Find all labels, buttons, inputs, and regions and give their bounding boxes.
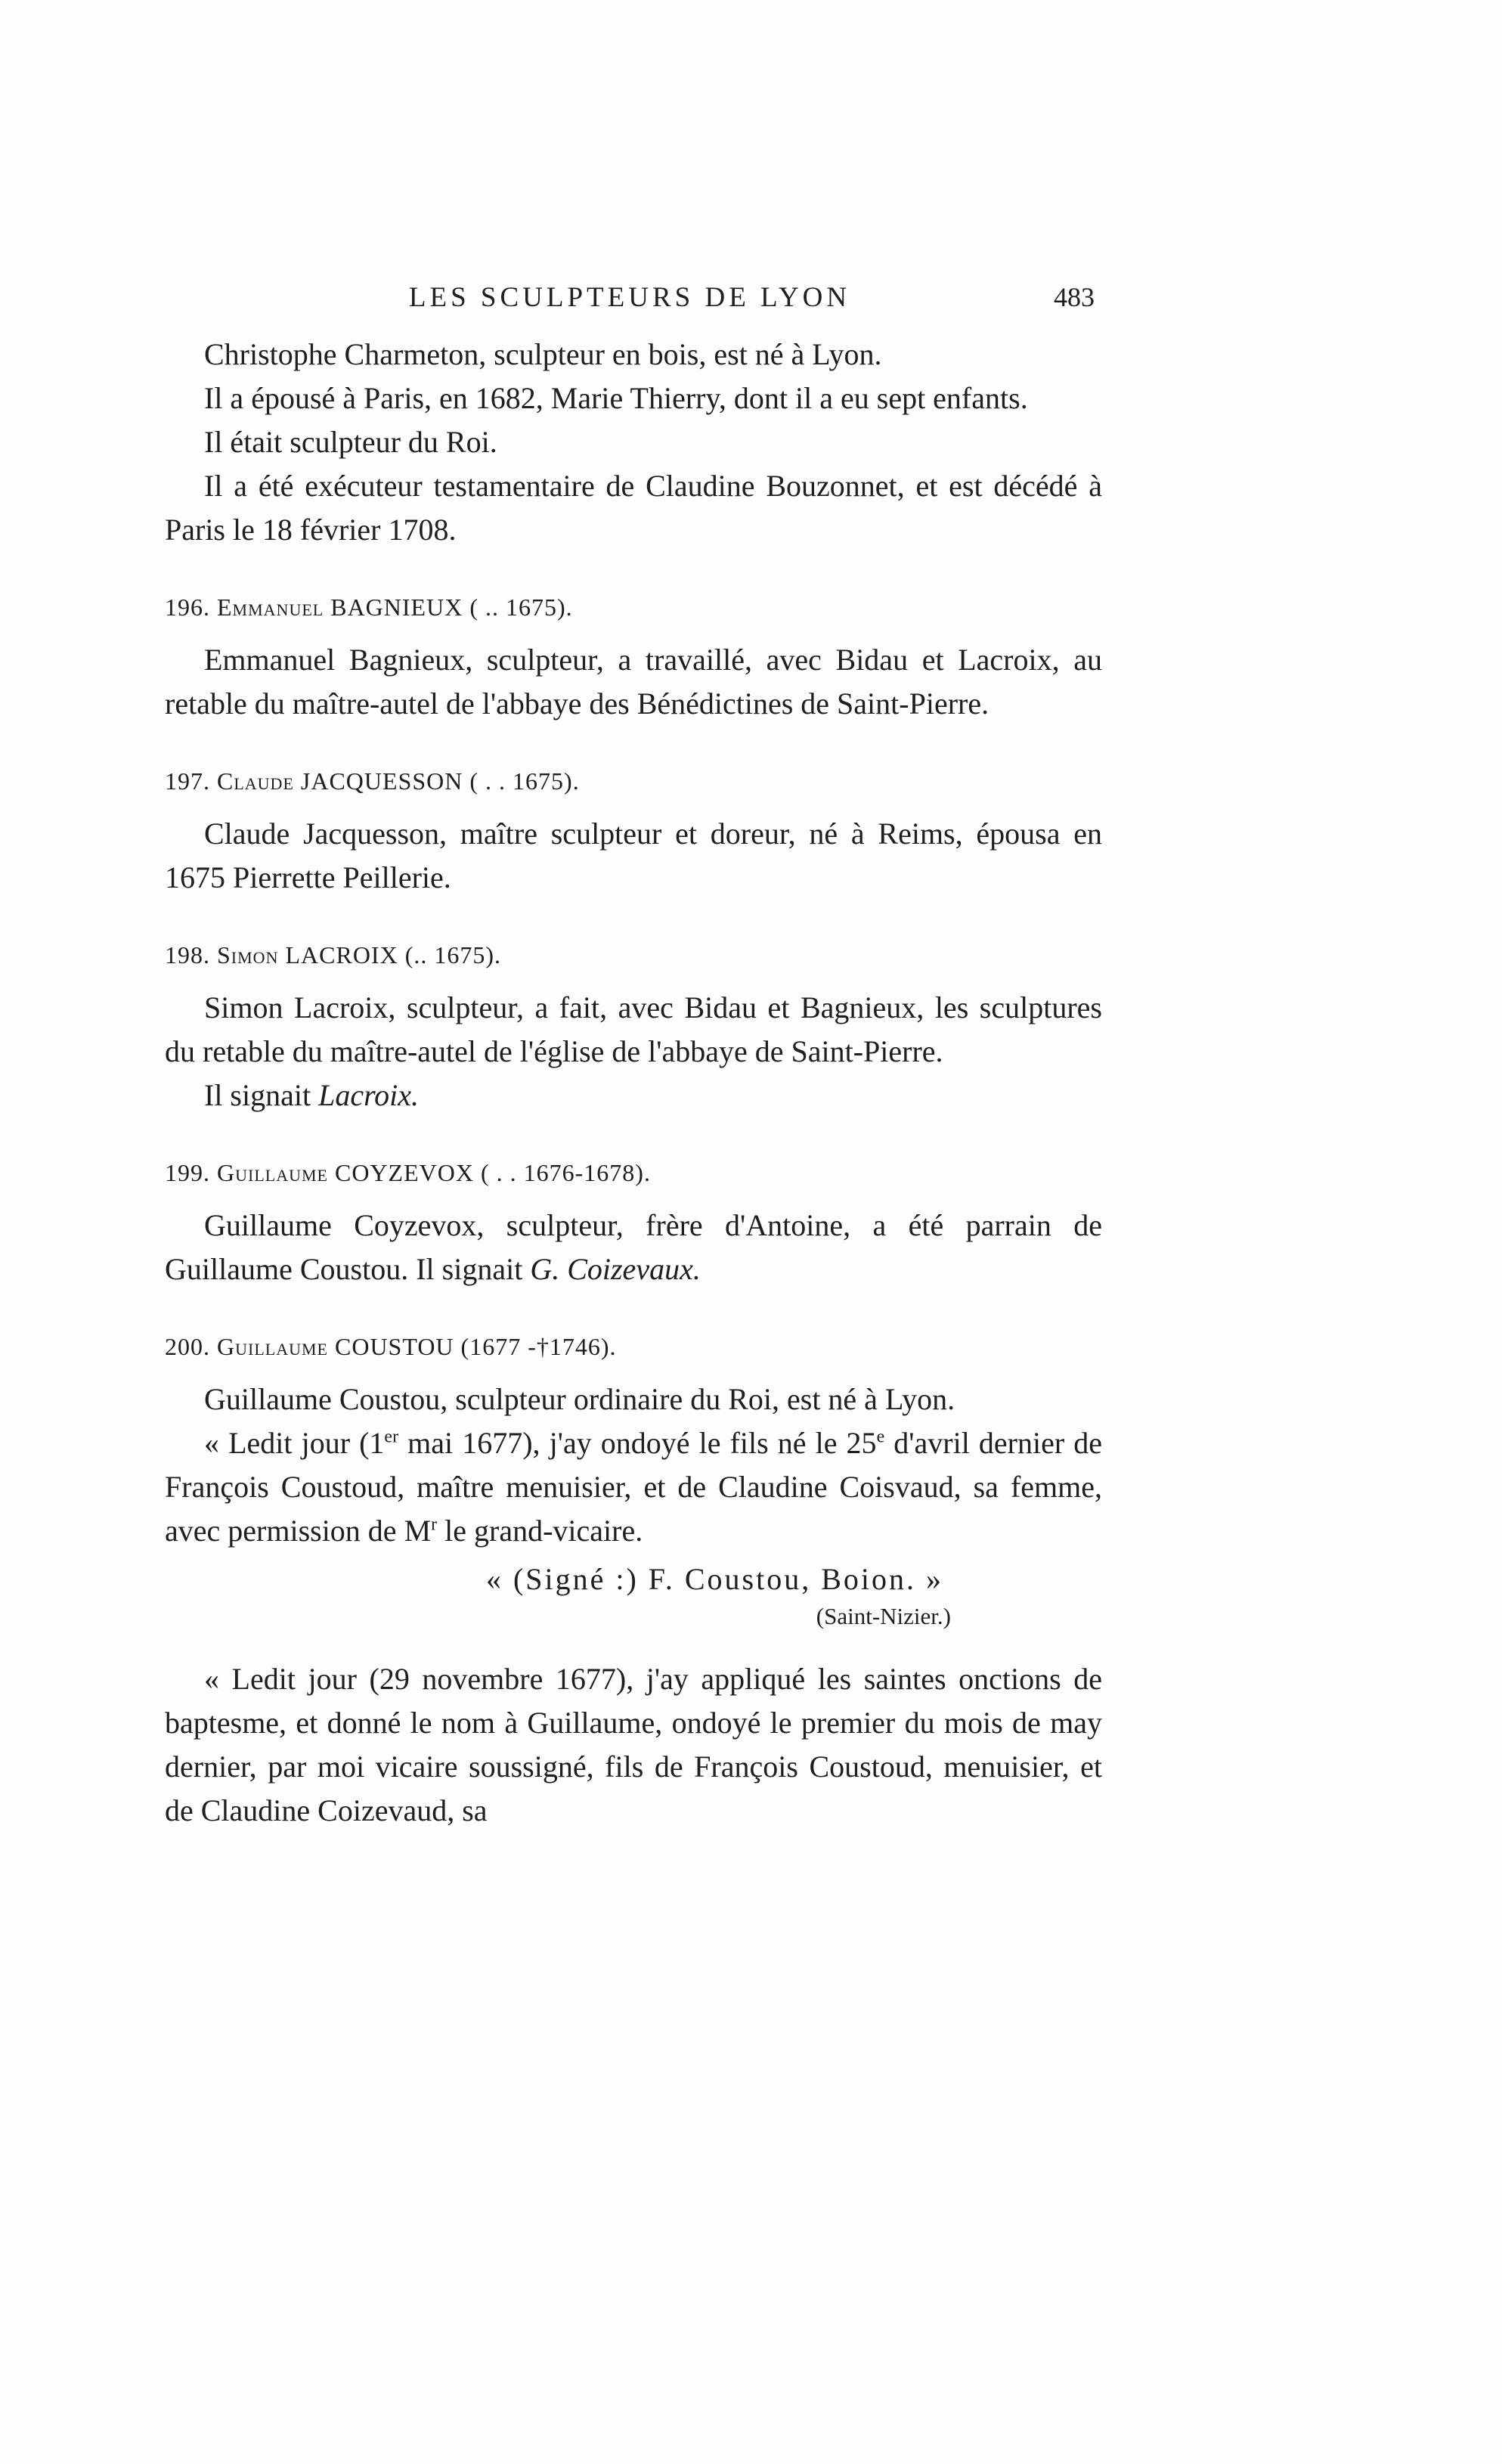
- entry-number: 196.: [165, 594, 210, 621]
- entry-first-name: Guillaume: [217, 1333, 328, 1360]
- entry-number: 199.: [165, 1159, 210, 1186]
- entry-number: 198.: [165, 941, 210, 969]
- signature-text: Lacroix.: [318, 1078, 420, 1112]
- entry-200-paragraph-1: Guillaume Coustou, sculpteur ordinaire du Roi, est né à Lyon.: [204, 1382, 955, 1416]
- entry-198-paragraph-1: Simon Lacroix, sculpteur, a fait, avec Bidau et Bagnieux, les sculptures du retable du maître-autel de l'église de l'abbaye de Saint-Pierre.: [165, 990, 1102, 1068]
- entry-dates: ( . . 1676-1678).: [480, 1159, 651, 1186]
- entry-200-heading: [165, 1325, 1102, 1368]
- entry-197-heading: [165, 759, 1102, 803]
- quote-source: (Saint-Nizier.): [816, 1603, 951, 1629]
- quote-text: « Ledit jour (1: [204, 1426, 385, 1460]
- running-title: LES SCULPTEURS DE LYON: [408, 282, 851, 313]
- intro-paragraph-3: Il était sculpteur du Roi.: [204, 425, 497, 459]
- intro-paragraph-1: Christophe Charmeton, sculpteur en bois, est né à Lyon.: [204, 337, 882, 371]
- entry-199-paragraph: [165, 1204, 1102, 1291]
- entry-number: 197.: [165, 767, 210, 795]
- entry-197-paragraph: Claude Jacquesson, maître sculpteur et doreur, né à Reims, épousa en 1675 Pierrette Peillerie.: [165, 817, 1102, 894]
- entry-number: 200.: [165, 1333, 210, 1360]
- quote-text: d'avril dernier de François Coustoud, maître menuisier, et de Claudine Coisvaud, sa femme, avec permission de M: [165, 1426, 1102, 1548]
- spacer: [165, 1632, 1102, 1657]
- entry-dates: ( .. 1675).: [469, 594, 573, 621]
- superscript: er: [384, 1427, 399, 1447]
- entry-first-name: Claude: [217, 767, 294, 795]
- entry-last-name: BAGNIEUX: [330, 594, 463, 621]
- signature-text: G. Coizevaux.: [530, 1252, 701, 1286]
- entry-dates: ( . . 1675).: [469, 767, 580, 795]
- intro-paragraph-2: Il a épousé à Paris, en 1682, Marie Thierry, dont il a eu sept enfants.: [204, 381, 1028, 415]
- entry-last-name: COYZEVOX: [334, 1159, 474, 1186]
- entry-196-paragraph: Emmanuel Bagnieux, sculpteur, a travaillé, avec Bidau et Lacroix, au retable du maître-autel de l'abbaye des Bénédictines de Saint-Pierre.: [165, 643, 1102, 721]
- entry-first-name: Emmanuel: [217, 594, 324, 621]
- entry-last-name: COUSTOU: [334, 1333, 454, 1360]
- page-body: [165, 333, 1102, 1833]
- quote-text: mai 1677), j'ay ondoyé le fils né le 25: [398, 1426, 877, 1460]
- entry-198-heading: [165, 933, 1102, 977]
- entry-first-name: Simon: [217, 941, 279, 969]
- page-number: 483: [1054, 282, 1095, 312]
- entry-last-name: JACQUESSON: [300, 767, 463, 795]
- quote-signature: « (Signé :) F. Coustou, Boion. »: [485, 1562, 943, 1596]
- entry-dates: (.. 1675).: [404, 941, 501, 969]
- superscript: r: [431, 1514, 438, 1535]
- quote-text: le grand-vicaire.: [437, 1514, 643, 1548]
- entry-196-heading: [165, 585, 1102, 629]
- superscript: e: [876, 1427, 885, 1447]
- entry-last-name: LACROIX: [285, 941, 398, 969]
- page-header: [165, 281, 1095, 327]
- entry-first-name: Guillaume: [217, 1159, 328, 1186]
- entry-199-heading: [165, 1151, 1102, 1195]
- entry-200-quote-2: « Ledit jour (29 novembre 1677), j'ay appliqué les saintes onctions de baptesme, et donné le nom à Guillaume, ondoyé le premier du mois de may dernier, par moi vicaire soussigné, fils de François Coustoud, menuisier, et de Claudine Coizevaud, sa: [165, 1662, 1102, 1827]
- signature-prefix: Il signait: [204, 1078, 319, 1112]
- entry-200-quote-1: [165, 1421, 1102, 1553]
- entry-dates: (1677 -†1746).: [460, 1333, 617, 1360]
- entry-198-paragraph-2: [165, 1074, 1102, 1117]
- entry-199-text: Guillaume Coyzevox, sculpteur, frère d'Antoine, a été parrain de Guillaume Coustou. Il signait: [165, 1208, 1102, 1286]
- intro-paragraph-4: Il a été exécuteur testamentaire de Claudine Bouzonnet, et est décédé à Paris le 18 février 1708.: [165, 469, 1102, 547]
